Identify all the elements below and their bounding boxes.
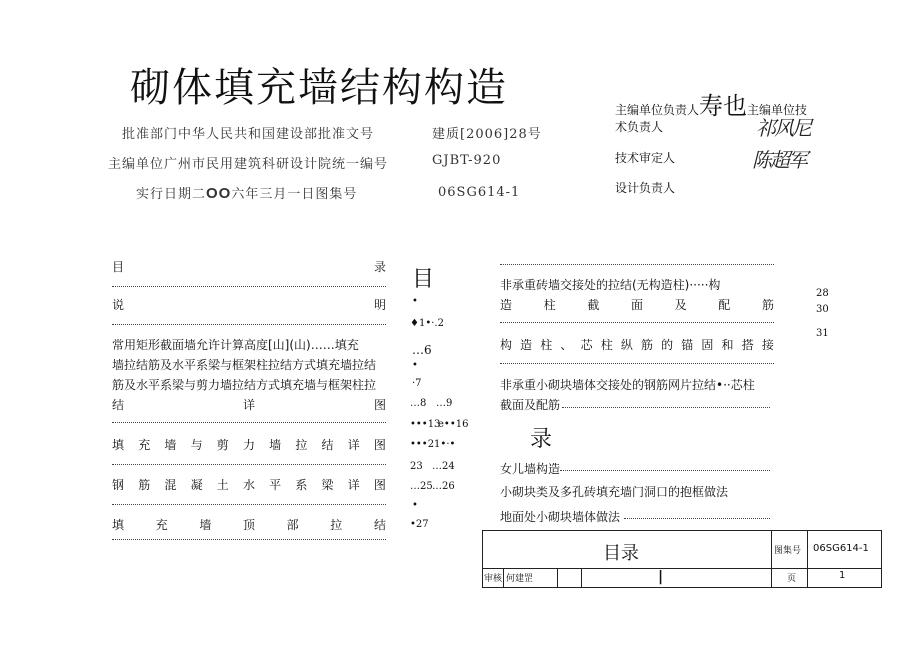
toc-item-line: 结 详 图 [112, 398, 386, 412]
toc-item-parapet: 女儿墙构造 [500, 462, 561, 476]
page-number: • [412, 360, 418, 371]
document-title: 砌体填充墙结构构造 [130, 65, 508, 111]
dotted-leader [624, 518, 770, 519]
dotted-leader [112, 464, 386, 465]
title-block-divider [771, 531, 772, 568]
dotted-leader [500, 363, 774, 364]
page-number: •27 [410, 519, 429, 530]
chief-editor-role: 主编单位负责人寿也主编单位技 [615, 92, 808, 120]
atlas-number: 06SG614-1 [438, 185, 521, 200]
toc-item-line: 墙拉结筋及水平系梁与框架柱拉结方式填充墙拉结 [112, 358, 377, 372]
dotted-leader [500, 264, 774, 265]
title-block-divider [807, 531, 808, 568]
page-number: …25 [410, 481, 433, 492]
tech-chief-role: 术负责人 [615, 120, 664, 134]
toc-item-brick-junction: 非承重砖墙交接处的拉结(无构造柱)·····构 [500, 278, 721, 292]
designer-role: 设计负责人 [615, 181, 676, 195]
toc-item-wall-top: 填 充 墙 顶 部 拉 结 [112, 518, 386, 532]
title-block-mark: | [658, 569, 664, 585]
tech-chief-signature: 祁风尼 [756, 116, 810, 140]
toc-item-ground-block: 地面处小砌块墙体做法 [500, 510, 621, 524]
page-number: e••16 [438, 419, 469, 430]
unified-number: GJBT-920 [432, 153, 502, 168]
toc-item-door-frame: 小砌块类及多孔砖填充墙门洞口的抱框做法 [500, 485, 729, 499]
atlas-number-label: 图集号 [774, 546, 802, 556]
page-number: …26 [432, 481, 455, 492]
dotted-leader [560, 470, 770, 471]
toc-item-line: 常用矩形截面墙允许计算高度[山](山)……填充 [112, 338, 359, 352]
title-block-divider [483, 568, 881, 569]
page-number: 23 [410, 461, 423, 472]
page-number: ·7 [412, 378, 422, 389]
title-block-divider [557, 568, 558, 587]
dotted-leader [562, 407, 770, 408]
page-number: …6 [412, 343, 432, 357]
page-number: • [412, 296, 418, 307]
title-block-divider [807, 568, 808, 587]
approve-number: 建质[2006]28号 [432, 127, 542, 142]
dotted-leader [112, 324, 386, 325]
page-number: …8 [410, 398, 427, 409]
chief-signature: 寿也 [699, 92, 748, 120]
page-number: 28 [816, 288, 829, 299]
effective-date-line: 实行日期二OO六年三月一日图集号 [136, 185, 358, 202]
toc-item-block-mesh: 非承重小砌块墙体交接处的钢筋网片拉结•··芯柱 [500, 378, 755, 392]
reviewer-role: 技术审定人 [615, 151, 676, 165]
dotted-leader [112, 504, 386, 505]
page-number: ♦1•·.2 [410, 318, 444, 329]
toc-item-rc-beam: 钢 筋 混 凝 土 水 平 系 梁 详 图 [112, 478, 386, 492]
page-number: …24 [432, 461, 455, 472]
toc-big-char-lu: 录 [530, 427, 553, 452]
toc-item-block-mesh-cont: 截面及配筋 [500, 398, 561, 412]
title-block-divider [503, 568, 504, 587]
dotted-leader [112, 286, 386, 287]
page-number: 30 [816, 304, 829, 315]
title-block [482, 530, 882, 588]
toc-item-notes: 说 明 [112, 298, 386, 312]
page-label: 页 [787, 574, 797, 584]
approve-line: 批准部门中华人民共和国建设部批准文号 [122, 127, 375, 142]
title-block-divider [581, 568, 582, 587]
toc-item-line: 筋及水平系梁与剪力墙拉结方式填充墙与框架柱拉 [112, 378, 377, 392]
title-block-divider [771, 568, 772, 587]
review-label: 审核 [484, 574, 503, 584]
editor-line: 主编单位广州市民用建筑科研设计院统一编号 [108, 157, 389, 172]
page-number: …9 [436, 398, 453, 409]
dotted-leader [500, 322, 774, 323]
title-block-title: 目录 [603, 543, 639, 564]
page-number: • [412, 500, 418, 511]
toc-item-column-anchorage: 构 造 柱 、 芯 柱 纵 筋 的 锚 固 和 搭 接 [500, 338, 774, 352]
page-number: •••13 [410, 419, 441, 430]
page-value: 1 [839, 570, 846, 581]
toc-big-char-mu: 目 [412, 267, 435, 292]
atlas-number-value: 06SG614-1 [813, 543, 869, 554]
page-number: 31 [816, 328, 829, 339]
toc-item-brick-junction-cont: 造 柱 截 面 及 配 筋 [500, 298, 774, 312]
toc-heading: 目 录 [112, 260, 386, 274]
dotted-leader [112, 539, 386, 540]
reviewer-signature: 陈超军 [752, 148, 806, 172]
review-name: 何建罡 [506, 574, 534, 584]
toc-item-shear-wall: 填 充 墙 与 剪 力 墙 拉 结 详 图 [112, 438, 386, 452]
dotted-leader [112, 422, 386, 423]
page-number: •••21•·• [410, 439, 456, 450]
